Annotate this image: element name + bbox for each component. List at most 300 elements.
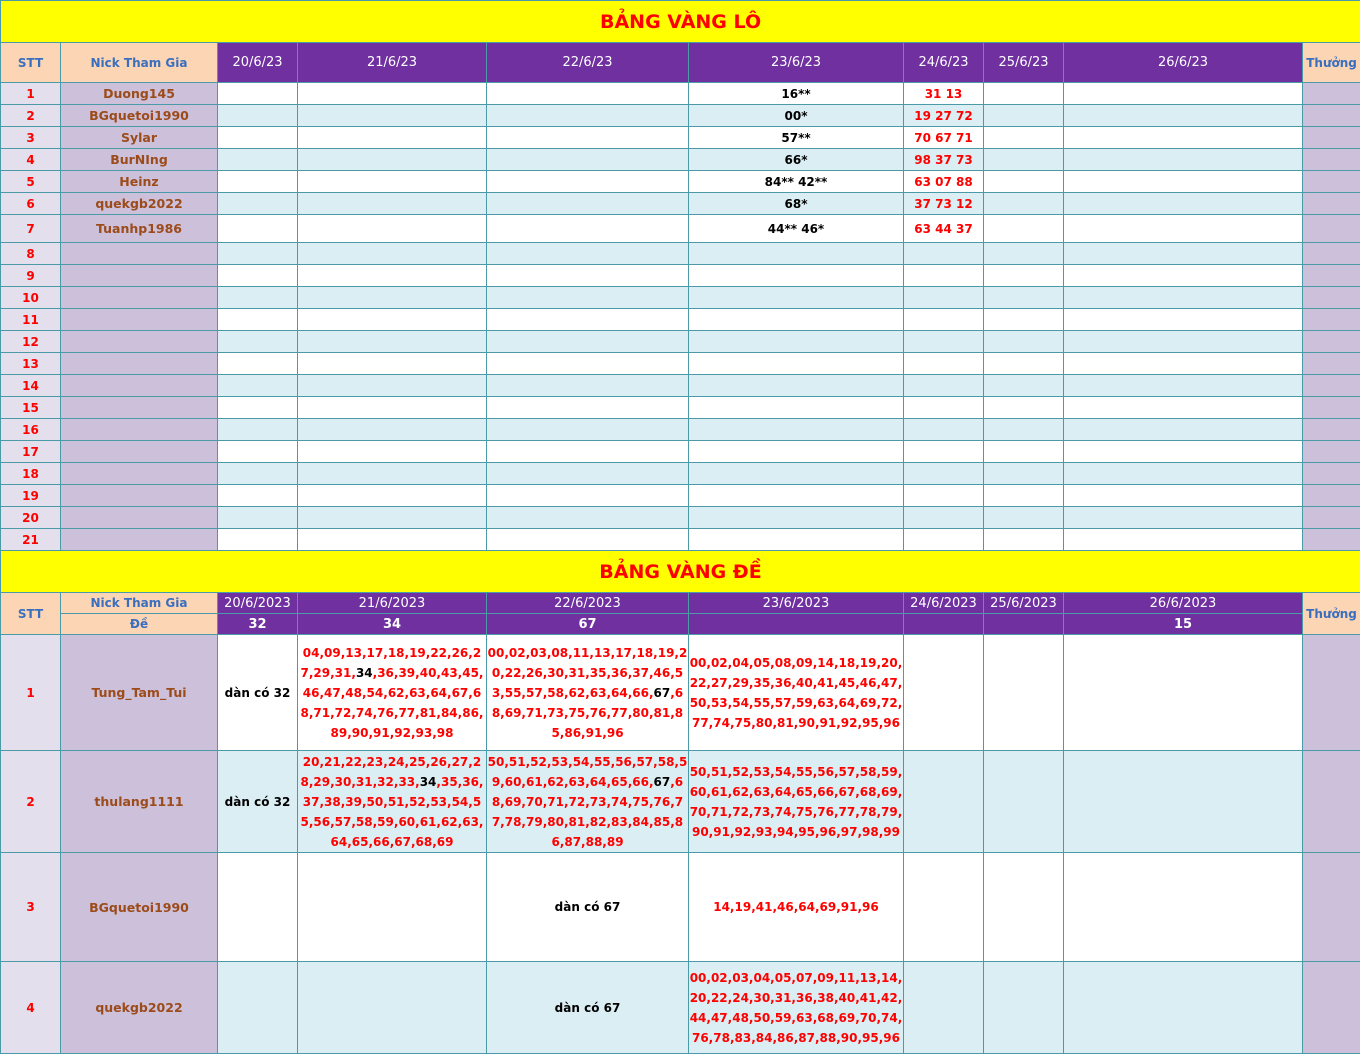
lo-cell <box>218 215 298 243</box>
number-segment: 00,02,03,08,11,13,17,18,19,20,22,26,30,31,35,36,37,46,53,55,57,58,62,63,64,66, <box>487 645 688 700</box>
de-cell-21 <box>298 751 487 853</box>
lo-cell <box>487 353 689 375</box>
de-cell-20 <box>218 853 298 962</box>
lo-cell <box>1064 171 1303 193</box>
lo-cell <box>984 441 1064 463</box>
lo-cell <box>487 215 689 243</box>
lo-cell <box>487 529 689 551</box>
number-segment: 50,51,52,53,54,55,56,57,58,59,60,61,62,63,64,65,66, <box>487 754 688 789</box>
lo-row <box>1 507 1360 529</box>
lo-cell-24 <box>904 441 984 463</box>
lo-nick <box>61 243 218 265</box>
lo-thuong <box>1303 193 1360 215</box>
lo-cell <box>984 171 1064 193</box>
lo-thuong <box>1303 507 1360 529</box>
lo-thuong <box>1303 171 1360 193</box>
de-cell <box>1064 853 1303 962</box>
lo-cell <box>984 105 1064 127</box>
lo-cell <box>487 265 689 287</box>
lo-stt: 21 <box>1 529 61 551</box>
de-cell-23: 14,19,41,46,64,69,91,96 <box>689 853 904 962</box>
lo-cell <box>298 353 487 375</box>
lo-cell <box>984 83 1064 105</box>
lo-cell-23 <box>689 353 904 375</box>
lo-thuong <box>1303 353 1360 375</box>
lo-cell-24 <box>904 265 984 287</box>
de-result: 32 <box>218 614 298 635</box>
lo-cell <box>218 265 298 287</box>
lo-cell-24: 63 07 88 <box>904 171 984 193</box>
lo-nick: Heinz <box>61 171 218 193</box>
lo-cell <box>1064 331 1303 353</box>
number-segment: ,35,36,37,38,39,50,51,52,53,54,55,56,57,58,59,60,61,62,63,64,65,66,67,68,69 <box>300 774 484 849</box>
lo-cell <box>487 463 689 485</box>
lo-cell <box>298 243 487 265</box>
lo-cell-23 <box>689 419 904 441</box>
lo-cell-23 <box>689 441 904 463</box>
lo-cell-24 <box>904 309 984 331</box>
lo-cell <box>984 507 1064 529</box>
lo-cell <box>298 397 487 419</box>
lo-cell <box>487 105 689 127</box>
lo-cell <box>487 127 689 149</box>
lo-cell <box>984 419 1064 441</box>
lo-cell <box>218 485 298 507</box>
lo-nick <box>61 331 218 353</box>
lo-cell <box>218 287 298 309</box>
lo-stt: 12 <box>1 331 61 353</box>
de-stt: 1 <box>1 635 61 751</box>
de-header-date: 25/6/2023 <box>984 593 1064 614</box>
de-result: 34 <box>298 614 487 635</box>
lo-cell-23 <box>689 485 904 507</box>
lo-stt: 8 <box>1 243 61 265</box>
lo-cell <box>984 375 1064 397</box>
lo-thuong <box>1303 485 1360 507</box>
de-header-date: 21/6/2023 <box>298 593 487 614</box>
lo-cell <box>298 149 487 171</box>
de-cell-23: 00,02,04,05,08,09,14,18,19,20,22,27,29,35,36,40,41,45,46,47,50,53,54,55,57,59,63,64,69,72,77,74,75,80,81,90,91,92,95,96 <box>689 635 904 751</box>
lo-thuong <box>1303 105 1360 127</box>
lo-cell-23: 84** 42** <box>689 171 904 193</box>
de-cell-21 <box>298 853 487 962</box>
lo-header-nick: Nick Tham Gia <box>61 43 218 83</box>
lo-cell <box>1064 353 1303 375</box>
lo-cell <box>984 463 1064 485</box>
lo-cell <box>984 309 1064 331</box>
lo-thuong <box>1303 265 1360 287</box>
lo-thuong <box>1303 331 1360 353</box>
lo-cell-23: 68* <box>689 193 904 215</box>
lo-header-date: 26/6/23 <box>1064 43 1303 83</box>
lo-cell-24 <box>904 375 984 397</box>
lo-cell <box>487 287 689 309</box>
lo-cell-23: 16** <box>689 83 904 105</box>
number-segment: ,68,69,71,73,75,76,77,80,81,85,86,91,96 <box>491 685 684 740</box>
de-result <box>689 614 904 635</box>
lo-cell-23 <box>689 243 904 265</box>
lo-nick: Sylar <box>61 127 218 149</box>
lo-nick <box>61 353 218 375</box>
lo-thuong <box>1303 529 1360 551</box>
lo-nick <box>61 375 218 397</box>
number-segment: ,36,39,40,43,45,46,47,48,54,62,63,64,67,68,71,72,74,76,77,81,84,86,89,90,91,92,93,98 <box>300 665 484 740</box>
lo-cell-24 <box>904 529 984 551</box>
lo-cell <box>1064 507 1303 529</box>
lo-cell-24 <box>904 243 984 265</box>
de-cell-20: dàn có 32 <box>218 751 298 853</box>
lo-stt: 15 <box>1 397 61 419</box>
lo-header-date: 23/6/23 <box>689 43 904 83</box>
lo-cell-24: 98 37 73 <box>904 149 984 171</box>
number-segment: 67 <box>653 774 671 789</box>
lo-cell-24 <box>904 287 984 309</box>
lo-cell-24 <box>904 507 984 529</box>
lo-thuong <box>1303 83 1360 105</box>
de-cell-21 <box>298 962 487 1054</box>
lo-cell <box>1064 463 1303 485</box>
lo-cell <box>487 375 689 397</box>
de-result <box>984 614 1064 635</box>
de-cell <box>984 635 1064 751</box>
lo-cell <box>218 193 298 215</box>
lo-stt: 7 <box>1 215 61 243</box>
lo-cell <box>984 397 1064 419</box>
de-thuong <box>1303 751 1360 853</box>
de-header-thuong: Thưởng <box>1303 593 1360 635</box>
lo-cell <box>218 309 298 331</box>
lo-nick <box>61 265 218 287</box>
lo-cell <box>218 105 298 127</box>
de-header-date: 22/6/2023 <box>487 593 689 614</box>
lo-header-date: 25/6/23 <box>984 43 1064 83</box>
lo-cell <box>298 83 487 105</box>
lo-cell <box>487 83 689 105</box>
lo-thuong <box>1303 287 1360 309</box>
lo-cell <box>984 353 1064 375</box>
de-stt: 3 <box>1 853 61 962</box>
de-cell <box>984 853 1064 962</box>
lo-cell <box>298 265 487 287</box>
lo-stt: 16 <box>1 419 61 441</box>
de-cell-20: dàn có 32 <box>218 635 298 751</box>
lo-stt: 5 <box>1 171 61 193</box>
de-cell <box>1064 962 1303 1054</box>
lo-header-date: 20/6/23 <box>218 43 298 83</box>
lo-cell <box>298 507 487 529</box>
lo-cell-24: 37 73 12 <box>904 193 984 215</box>
lo-nick <box>61 485 218 507</box>
lo-cell <box>218 463 298 485</box>
de-thuong <box>1303 853 1360 962</box>
lo-cell <box>298 485 487 507</box>
lo-nick <box>61 529 218 551</box>
lo-cell <box>218 171 298 193</box>
de-cell-20 <box>218 962 298 1054</box>
lo-cell <box>984 243 1064 265</box>
lo-nick <box>61 397 218 419</box>
lo-thuong <box>1303 397 1360 419</box>
lo-thuong <box>1303 243 1360 265</box>
lo-cell <box>218 419 298 441</box>
lo-cell <box>487 331 689 353</box>
lo-thuong <box>1303 375 1360 397</box>
lo-thuong <box>1303 463 1360 485</box>
number-segment: 34 <box>419 774 437 789</box>
lo-row <box>1 353 1360 375</box>
de-cell <box>1064 635 1303 751</box>
lo-header-thuong: Thưởng <box>1303 43 1360 83</box>
lo-cell <box>298 375 487 397</box>
de-thuong <box>1303 962 1360 1054</box>
lo-cell-24 <box>904 419 984 441</box>
lo-row <box>1 105 1360 127</box>
lo-thuong <box>1303 419 1360 441</box>
de-cell <box>1064 751 1303 853</box>
lo-stt: 11 <box>1 309 61 331</box>
lo-cell <box>1064 529 1303 551</box>
lo-cell <box>487 507 689 529</box>
lo-row <box>1 331 1360 353</box>
lo-cell-23 <box>689 507 904 529</box>
lo-cell <box>218 83 298 105</box>
lo-cell <box>487 149 689 171</box>
de-cell-21 <box>298 635 487 751</box>
lo-cell <box>218 149 298 171</box>
lo-cell <box>298 331 487 353</box>
de-stt: 2 <box>1 751 61 853</box>
de-cell-22: dàn có 67 <box>487 962 689 1054</box>
lo-stt: 9 <box>1 265 61 287</box>
lo-stt: 17 <box>1 441 61 463</box>
de-cell <box>984 962 1064 1054</box>
de-cell <box>904 751 984 853</box>
lo-cell <box>1064 375 1303 397</box>
lo-cell <box>218 507 298 529</box>
lo-cell <box>298 193 487 215</box>
lo-nick <box>61 419 218 441</box>
lo-row <box>1 309 1360 331</box>
lo-cell <box>218 127 298 149</box>
lo-cell <box>218 441 298 463</box>
lo-thuong <box>1303 215 1360 243</box>
lo-cell <box>1064 309 1303 331</box>
de-cell-23: 50,51,52,53,54,55,56,57,58,59,60,61,62,63,64,65,66,67,68,69,70,71,72,73,74,75,76,77,78,79,90,91,92,93,94,95,96,97,98,99 <box>689 751 904 853</box>
lo-cell <box>1064 127 1303 149</box>
lo-cell <box>984 149 1064 171</box>
lo-header-date: 22/6/23 <box>487 43 689 83</box>
lo-cell <box>218 375 298 397</box>
lo-stt: 20 <box>1 507 61 529</box>
de-cell <box>904 635 984 751</box>
de-cell <box>904 853 984 962</box>
lo-cell <box>487 309 689 331</box>
number-segment: 34 <box>355 665 373 680</box>
lo-cell <box>487 397 689 419</box>
lo-cell <box>298 287 487 309</box>
lo-cell-23: 66* <box>689 149 904 171</box>
lo-cell <box>1064 243 1303 265</box>
de-cell <box>984 751 1064 853</box>
lo-cell-23: 44** 46* <box>689 215 904 243</box>
lo-thuong <box>1303 309 1360 331</box>
lo-cell <box>1064 83 1303 105</box>
de-header-date: 20/6/2023 <box>218 593 298 614</box>
lo-nick: BurNIng <box>61 149 218 171</box>
de-result <box>904 614 984 635</box>
lo-cell <box>1064 485 1303 507</box>
lo-cell-24: 19 27 72 <box>904 105 984 127</box>
lo-cell <box>218 243 298 265</box>
de-cell <box>904 962 984 1054</box>
de-stt: 4 <box>1 962 61 1054</box>
lo-cell <box>218 331 298 353</box>
de-nick: Tung_Tam_Tui <box>61 635 218 751</box>
lo-cell <box>298 529 487 551</box>
lo-cell <box>984 287 1064 309</box>
lo-cell <box>984 331 1064 353</box>
lo-cell-23: 00* <box>689 105 904 127</box>
lo-cell-23 <box>689 265 904 287</box>
lo-row <box>1 441 1360 463</box>
lo-cell-24: 70 67 71 <box>904 127 984 149</box>
lo-title: BẢNG VÀNG LÔ <box>1 1 1360 43</box>
de-header-date: 24/6/2023 <box>904 593 984 614</box>
lo-row <box>1 375 1360 397</box>
de-header-de-label: Đề <box>61 614 218 635</box>
lo-cell <box>984 193 1064 215</box>
lo-cell-24 <box>904 331 984 353</box>
lo-nick: quekgb2022 <box>61 193 218 215</box>
lo-row <box>1 529 1360 551</box>
lo-stt: 13 <box>1 353 61 375</box>
lo-row <box>1 127 1360 149</box>
lo-stt: 4 <box>1 149 61 171</box>
lo-stt: 19 <box>1 485 61 507</box>
lo-cell-23 <box>689 309 904 331</box>
lo-cell <box>1064 149 1303 171</box>
lo-cell <box>218 353 298 375</box>
lo-nick: Duong145 <box>61 83 218 105</box>
de-table <box>0 550 1360 1054</box>
lo-cell <box>298 441 487 463</box>
lo-cell <box>298 309 487 331</box>
lo-thuong <box>1303 127 1360 149</box>
lo-nick <box>61 287 218 309</box>
lo-cell <box>984 215 1064 243</box>
de-result: 15 <box>1064 614 1303 635</box>
lo-row <box>1 83 1360 105</box>
number-segment: 20,21,22,23,24,25,26,27,28,29,30,31,32,33, <box>300 754 482 789</box>
lo-row <box>1 485 1360 507</box>
de-header-nick: Nick Tham Gia <box>61 593 218 614</box>
lo-cell <box>984 529 1064 551</box>
lo-cell <box>487 485 689 507</box>
lo-nick <box>61 309 218 331</box>
de-header-stt: STT <box>1 593 61 635</box>
lo-row <box>1 463 1360 485</box>
lo-cell-23 <box>689 287 904 309</box>
lo-cell <box>298 419 487 441</box>
lo-stt: 2 <box>1 105 61 127</box>
de-title: BẢNG VÀNG ĐỀ <box>1 551 1360 593</box>
lo-cell-24: 63 44 37 <box>904 215 984 243</box>
lo-cell <box>984 265 1064 287</box>
lo-stt: 1 <box>1 83 61 105</box>
lo-row <box>1 265 1360 287</box>
lo-thuong <box>1303 441 1360 463</box>
lo-header-stt: STT <box>1 43 61 83</box>
de-cell-22: dàn có 67 <box>487 853 689 962</box>
lo-cell-24 <box>904 485 984 507</box>
lo-cell-23 <box>689 397 904 419</box>
number-segment: 67 <box>653 685 671 700</box>
lo-header-date: 21/6/23 <box>298 43 487 83</box>
lo-cell <box>298 215 487 243</box>
lo-cell <box>1064 287 1303 309</box>
de-row <box>1 962 1360 1054</box>
lo-cell-24: 31 13 <box>904 83 984 105</box>
lo-cell <box>487 171 689 193</box>
lo-cell-23 <box>689 375 904 397</box>
lo-row <box>1 397 1360 419</box>
lo-cell <box>1064 105 1303 127</box>
lo-cell-23 <box>689 529 904 551</box>
lo-cell <box>218 397 298 419</box>
de-nick: quekgb2022 <box>61 962 218 1054</box>
de-cell-22 <box>487 635 689 751</box>
de-row <box>1 853 1360 962</box>
lo-cell <box>1064 193 1303 215</box>
lo-nick <box>61 463 218 485</box>
lo-stt: 14 <box>1 375 61 397</box>
number-segment: 04,09,13,17,18,19,22,26,27,29,31, <box>300 645 482 680</box>
lo-row <box>1 215 1360 243</box>
de-row <box>1 751 1360 853</box>
de-header-date: 23/6/2023 <box>689 593 904 614</box>
de-nick: BGquetoi1990 <box>61 853 218 962</box>
lo-cell <box>487 243 689 265</box>
lo-cell-23: 57** <box>689 127 904 149</box>
lo-cell-24 <box>904 353 984 375</box>
number-segment: ,68,69,70,71,72,73,74,75,76,77,78,79,80,81,82,83,84,85,86,87,88,89 <box>491 774 684 849</box>
lo-cell <box>1064 441 1303 463</box>
lo-nick <box>61 507 218 529</box>
lo-row <box>1 149 1360 171</box>
lo-row <box>1 193 1360 215</box>
lo-cell-24 <box>904 397 984 419</box>
lo-row <box>1 171 1360 193</box>
lo-cell <box>487 193 689 215</box>
lo-row <box>1 419 1360 441</box>
lo-cell <box>1064 397 1303 419</box>
lo-row <box>1 287 1360 309</box>
lo-thuong <box>1303 149 1360 171</box>
lo-cell <box>984 485 1064 507</box>
lo-row <box>1 243 1360 265</box>
lo-stt: 18 <box>1 463 61 485</box>
lo-stt: 10 <box>1 287 61 309</box>
lo-nick: Tuanhp1986 <box>61 215 218 243</box>
lo-cell <box>984 127 1064 149</box>
lo-cell <box>298 105 487 127</box>
lo-nick <box>61 441 218 463</box>
de-cell-23: 00,02,03,04,05,07,09,11,13,14,20,22,24,30,31,36,38,40,41,42,44,47,48,50,59,63,68,69,70,74,76,78,83,84,86,87,88,90,95,96 <box>689 962 904 1054</box>
lo-cell <box>298 127 487 149</box>
de-nick: thulang1111 <box>61 751 218 853</box>
lo-cell <box>298 171 487 193</box>
de-row <box>1 635 1360 751</box>
